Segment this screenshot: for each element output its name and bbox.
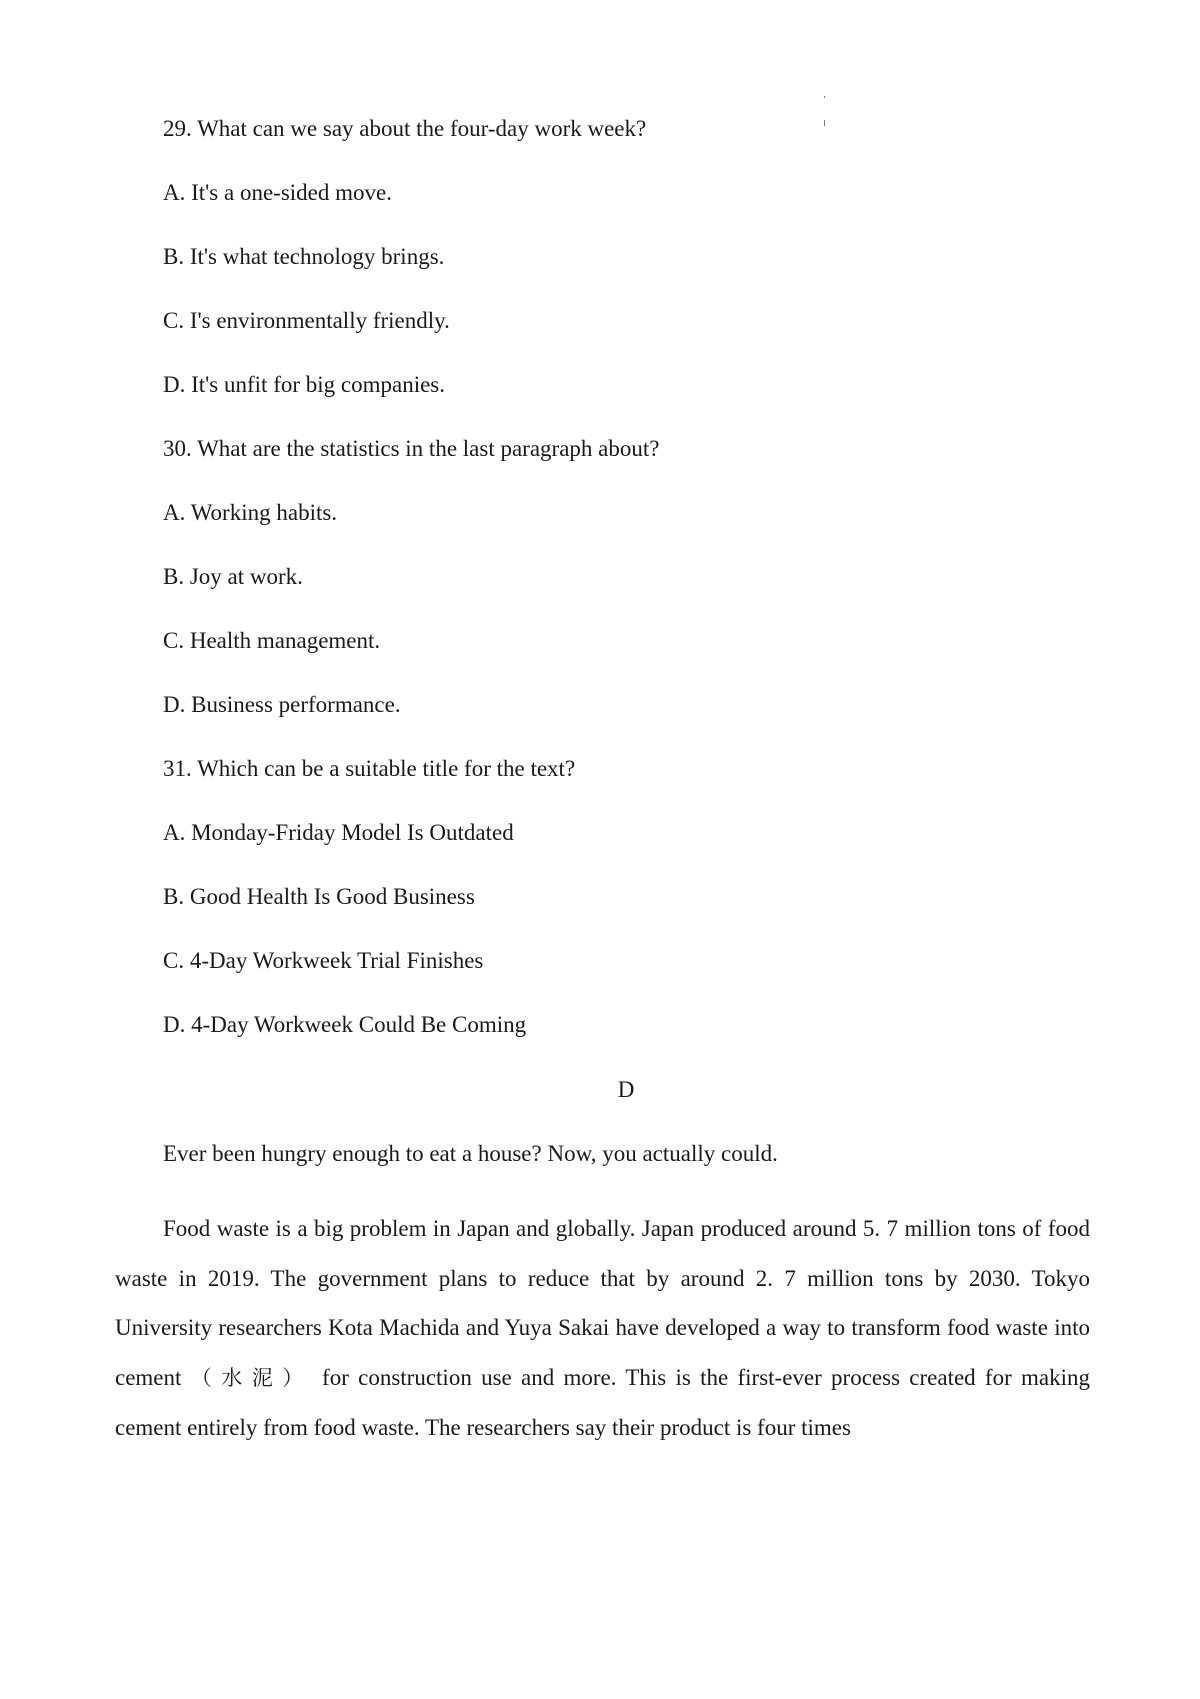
- question-31-option-d: D. 4-Day Workweek Could Be Coming: [163, 1012, 527, 1037]
- question-31-option-b: B. Good Health Is Good Business: [163, 884, 475, 909]
- question-29-option-c: C. I's environmentally friendly.: [163, 308, 450, 333]
- question-30-stem: 30. What are the statistics in the last paragraph about?: [163, 436, 660, 461]
- question-31-option-a: A. Monday-Friday Model Is Outdated: [163, 820, 514, 845]
- question-30-option-b: B. Joy at work.: [163, 564, 303, 589]
- section-paragraph: [115, 1204, 1090, 1453]
- question-30-option-a: A. Working habits.: [163, 500, 338, 525]
- section-intro: Ever been hungry enough to eat a house? Now, you actually could.: [163, 1141, 778, 1166]
- paragraph-text-part-2: for construction use and more. This is the first-ever process created for making cement entirely from food waste. The researchers say their product is four times: [115, 1364, 1091, 1440]
- question-30-option-d: D. Business performance.: [163, 692, 401, 717]
- question-30-option-c: C. Health management.: [163, 628, 381, 653]
- question-29-option-b: B. It's what technology brings.: [163, 244, 445, 269]
- scan-marks: [824, 96, 828, 136]
- question-31-option-c: C. 4-Day Workweek Trial Finishes: [163, 948, 484, 973]
- section-heading: D: [617, 1077, 635, 1102]
- question-29-stem: 29. What can we say about the four-day work week?: [163, 116, 647, 141]
- question-29-option-d: D. It's unfit for big companies.: [163, 372, 446, 397]
- paragraph-text-part-1: Food waste is a big problem in Japan and globally. Japan produced around 5. 7 million tons of food waste in 2019. The government plans to reduce that by around 2. 7 million tons by 2030. Tokyo University researchers Kota Machida and Yuya Sakai have developed a way to transform food waste into cement: [115, 1216, 1090, 1390]
- question-29-option-a: A. It's a one-sided move.: [163, 180, 392, 205]
- paragraph-chinese-gloss: （水泥）: [190, 1365, 313, 1390]
- question-31-stem: 31. Which can be a suitable title for the text?: [163, 756, 576, 781]
